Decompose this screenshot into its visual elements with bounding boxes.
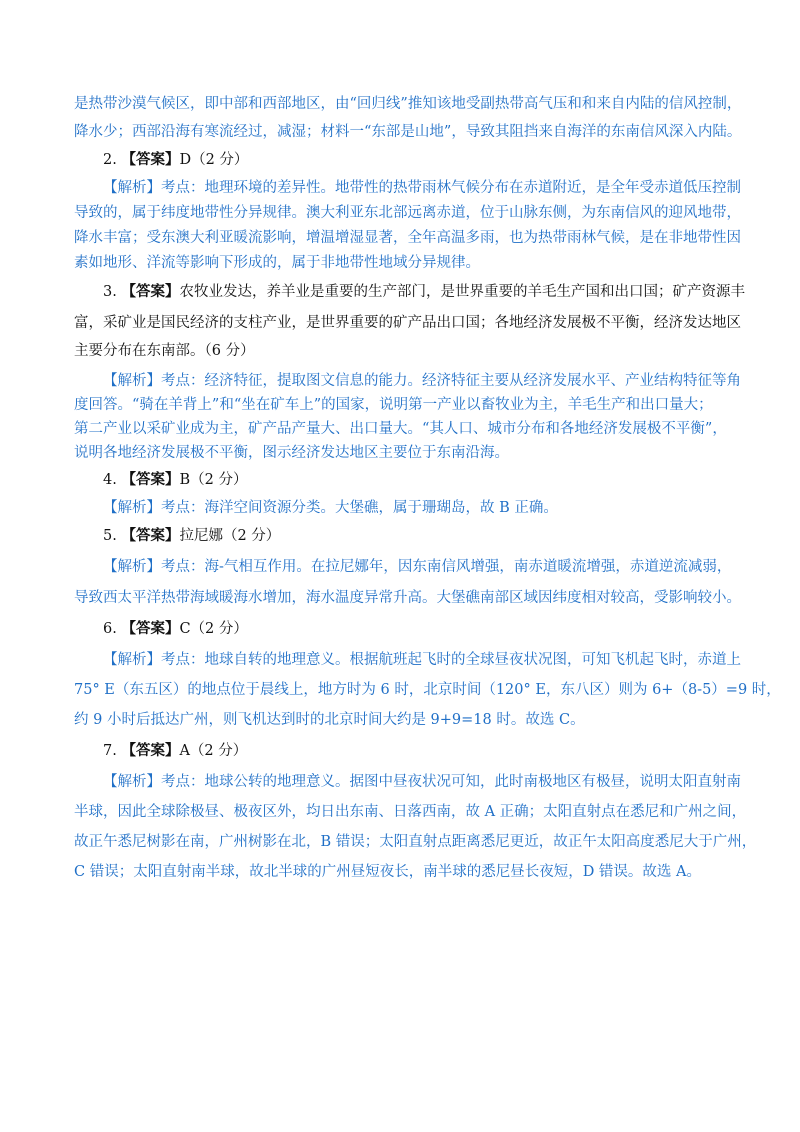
analysis-text: 考点：地理环境的差异性。地带性的热带雨林气候分布在赤道附近，是全年受赤道低压控制 — [161, 180, 741, 196]
analysis-line: 第二产业以采矿业成为主，矿产品产量大、出口量大。“其人口、城市分布和各地经济发展极不平衡”， — [74, 421, 727, 437]
answer-line — [103, 619, 248, 639]
analysis-line: 说明各地经济发展极不平衡，图示经济发达地区主要位于东南沿海。 — [74, 445, 509, 461]
answer-label: 【答案】 — [121, 283, 180, 300]
analysis-text: 考点：海-气相互作用。在拉尼娜年，因东南信风增强，南赤道暖流增强，赤道逆流减弱， — [161, 559, 732, 575]
analysis-label: 【解析】 — [103, 500, 161, 516]
analysis-label: 【解析】 — [103, 559, 161, 575]
analysis-label: 【解析】 — [103, 774, 161, 790]
intro-line: 降水少；西部沿海有寒流经过，减湿；材料一“东部是山地”，导致其阻挡来自海洋的东南信风深入内陆。 — [74, 124, 742, 140]
analysis-line — [103, 557, 731, 577]
analysis-line: 度回答。“骑在羊背上”和“坐在矿车上”的国家，说明第一产业以畜牧业为主，羊毛生产和出口量大； — [74, 397, 713, 413]
item-number: 7. — [103, 743, 117, 759]
analysis-line — [103, 498, 558, 518]
analysis-line: 约 9 小时后抵达广州，则飞机达到时的北京时间大约是 9+9=18 时。故选 C。 — [74, 712, 585, 728]
analysis-line: 半球，因此全球除极昼、极夜区外，均日出东南、日落西南，故 A 正确；太阳直射点在悉尼和广州之间， — [74, 804, 747, 820]
answer-label: 【答案】 — [121, 742, 180, 759]
answer-line: 富，采矿业是国民经济的支柱产业，是世界重要的矿产品出口国；各地经济发展极不平衡，经济发达地区 — [74, 315, 741, 331]
answer-line — [103, 526, 280, 546]
answer-text: 拉尼娜（2 分） — [179, 528, 281, 544]
analysis-line — [103, 178, 741, 198]
analysis-text: 考点：地球自转的地理意义。根据航班起飞时的全球昼夜状况图，可知飞机起飞时，赤道上 — [161, 652, 741, 668]
intro-line: 是热带沙漠气候区，即中部和西部地区，由“回归线”推知该地受副热带高气压和和来自内陆的信风控制， — [74, 96, 742, 112]
answer-text: C（2 分） — [179, 621, 248, 637]
item-number: 6. — [103, 621, 117, 637]
analysis-line: 导致的，属于纬度地带性分异规律。澳大利亚东北部远离赤道，位于山脉东侧，为东南信风的迎风地带， — [74, 205, 741, 221]
answer-label: 【答案】 — [121, 151, 180, 168]
analysis-line: 75° E（东五区）的地点位于晨线上，地方时为 6 时，北京时间（120° E，东八区）则为 6+（8-5）=9 时， — [74, 682, 781, 698]
answer-label: 【答案】 — [121, 620, 180, 637]
answer-text: B（2 分） — [179, 472, 248, 488]
answer-label: 【答案】 — [121, 527, 180, 544]
analysis-label: 【解析】 — [103, 180, 161, 196]
answer-text: D（2 分） — [179, 152, 249, 168]
answer-label: 【答案】 — [121, 471, 180, 488]
answer-line — [103, 150, 248, 170]
analysis-text: 考点：地球公转的地理意义。据图中昼夜状况可知，此时南极地区有极昼，说明太阳直射南 — [161, 774, 741, 790]
analysis-line — [103, 772, 741, 792]
analysis-line: 素如地形、洋流等影响下形成的，属于非地带性地域分异规律。 — [74, 255, 480, 271]
item-number: 4. — [103, 472, 117, 488]
analysis-line: 故正午悉尼树影在南，广州树影在北，B 错误；太阳直射点距离悉尼更近，故正午太阳高度悉尼大于广州， — [74, 834, 757, 850]
analysis-text: 考点：海洋空间资源分类。大堡礁，属于珊瑚岛，故 B 正确。 — [161, 500, 558, 516]
answer-line — [103, 282, 745, 302]
analysis-line: 导致西太平洋热带海域暖海水增加，海水温度异常升高。大堡礁南部区域因纬度相对较高，受影响较小。 — [74, 590, 741, 606]
analysis-line — [103, 650, 741, 670]
analysis-text: 考点：经济特征，提取图文信息的能力。经济特征主要从经济发展水平、产业结构特征等角 — [161, 373, 741, 389]
item-number: 2. — [103, 152, 117, 168]
answer-line — [103, 741, 247, 761]
answer-line: 主要分布在东南部。（6 分） — [74, 343, 255, 359]
analysis-line: C 错误；太阳直射南半球，故北半球的广州昼短夜长，南半球的悉尼昼长夜短，D 错误。故选 A。 — [74, 864, 702, 880]
item-number: 5. — [103, 528, 117, 544]
analysis-label: 【解析】 — [103, 652, 161, 668]
answer-line — [103, 470, 247, 490]
analysis-label: 【解析】 — [103, 373, 161, 389]
answer-text: A（2 分） — [179, 743, 248, 759]
analysis-line: 降水丰富；受东澳大利亚暖流影响，增温增湿显著，全年高温多雨，也为热带雨林气候，是在非地带性因 — [74, 230, 741, 246]
answer-text: 农牧业发达，养羊业是重要的生产部门，是世界重要的羊毛生产国和出口国；矿产资源丰 — [179, 284, 745, 300]
item-number: 3. — [103, 284, 117, 300]
analysis-line — [103, 371, 741, 391]
